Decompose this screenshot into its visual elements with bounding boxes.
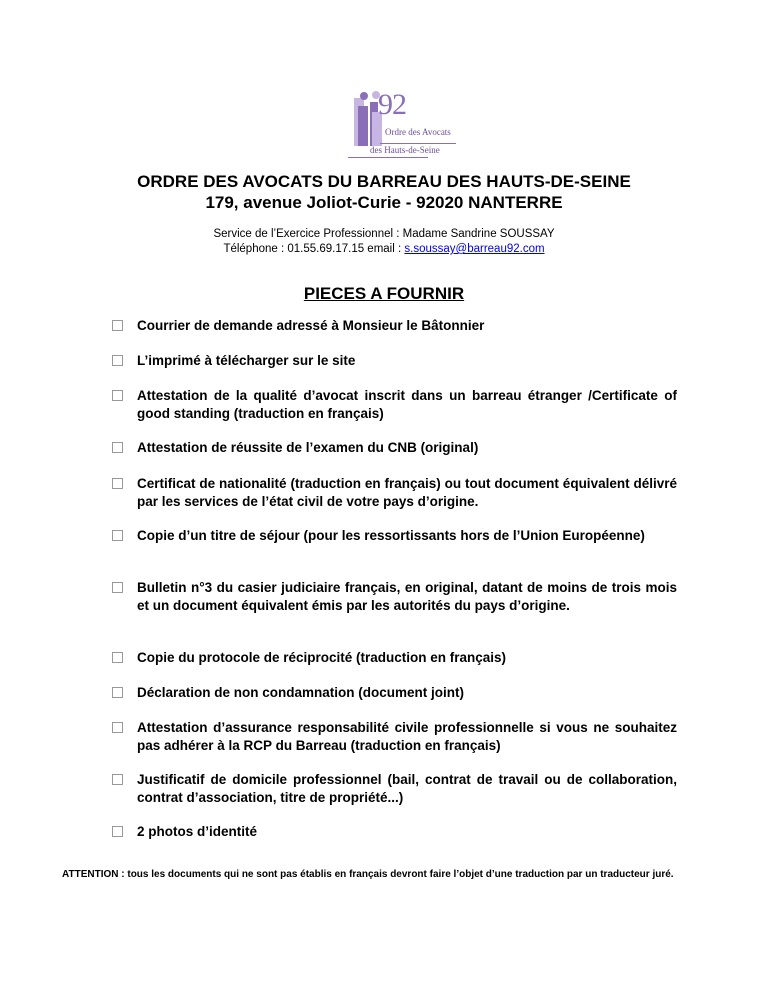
list-item	[112, 719, 677, 755]
checkbox-icon	[112, 530, 123, 541]
email-link[interactable]: s.soussay@barreau92.com	[404, 243, 545, 255]
list-item-text: Copie du protocole de réciprocité (traduction en français)	[137, 650, 507, 665]
list-item	[112, 527, 677, 545]
checkbox-icon	[112, 390, 123, 401]
list-item	[112, 387, 677, 423]
list-item-text: Déclaration de non condamnation (document joint)	[137, 685, 465, 700]
logo-divider	[348, 157, 428, 158]
list-item	[112, 317, 677, 335]
checkbox-icon	[112, 320, 123, 331]
attention-note: ATTENTION : tous les documents qui ne sont pas établis en français devront faire l’objet d’une traduction par un traducteur juré.	[62, 869, 674, 880]
list-item-text: Bulletin n°3 du casier judiciaire français, en original, datant de moins de trois mois et un document équivalent émis par les autorités du pays d’origine.	[137, 580, 677, 613]
logo-text-line1: Ordre des Avocats	[385, 127, 451, 137]
phone-email-line	[0, 243, 768, 255]
bar-association-logo	[348, 88, 458, 160]
list-item	[112, 439, 677, 457]
list-item-text: L’imprimé à télécharger sur le site	[137, 353, 356, 368]
list-item	[112, 352, 677, 370]
checkbox-icon	[112, 355, 123, 366]
list-item	[112, 579, 677, 615]
list-item-text: Certificat de nationalité (traduction en français) ou tout document équivalent délivré par les services de l’état civil de votre pays d’origine.	[137, 476, 677, 509]
list-item-text: Justificatif de domicile professionnel (bail, contrat de travail ou de collaboration, contrat d’association, titre de propriété...)	[137, 772, 677, 805]
service-contact-line: Service de l’Exercice Professionnel : Madame Sandrine SOUSSAY	[213, 228, 555, 240]
page-heading: PIECES A FOURNIR	[303, 284, 465, 303]
list-item-text: Attestation d’assurance responsabilité civile professionnelle si vous ne souhaitez pas adhérer à la RCP du Barreau (traduction en français)	[137, 720, 677, 753]
organization-title: ORDRE DES AVOCATS DU BARREAU DES HAUTS-DE-SEINE	[137, 172, 631, 191]
checkbox-icon	[112, 722, 123, 733]
list-item	[112, 475, 677, 511]
logo-divider	[380, 143, 456, 144]
list-item-text: Copie d’un titre de séjour (pour les ressortissants hors de l’Union Européenne)	[137, 528, 645, 543]
list-item-text: Attestation de la qualité d’avocat inscrit dans un barreau étranger /Certificate of good standing (traduction en français)	[137, 388, 677, 421]
checkbox-icon	[112, 687, 123, 698]
list-item	[112, 823, 677, 841]
logo-number: 92	[378, 88, 406, 121]
list-item-text: 2 photos d’identité	[137, 824, 257, 839]
list-item-text: Attestation de réussite de l’examen du CNB (original)	[137, 440, 479, 455]
checkbox-icon	[112, 478, 123, 489]
logo-text-line2: des Hauts-de-Seine	[370, 145, 440, 155]
list-item-text: Courrier de demande adressé à Monsieur le Bâtonnier	[137, 318, 485, 333]
checkbox-icon	[112, 826, 123, 837]
list-item	[112, 684, 677, 702]
checkbox-icon	[112, 652, 123, 663]
phone-label: Téléphone : 01.55.69.17.15 email :	[223, 243, 402, 255]
checkbox-icon	[112, 442, 123, 453]
list-item	[112, 771, 677, 807]
checkbox-icon	[112, 774, 123, 785]
organization-address: 179, avenue Joliot-Curie - 92020 NANTERRE	[205, 193, 563, 212]
list-item	[112, 649, 677, 667]
checkbox-icon	[112, 582, 123, 593]
